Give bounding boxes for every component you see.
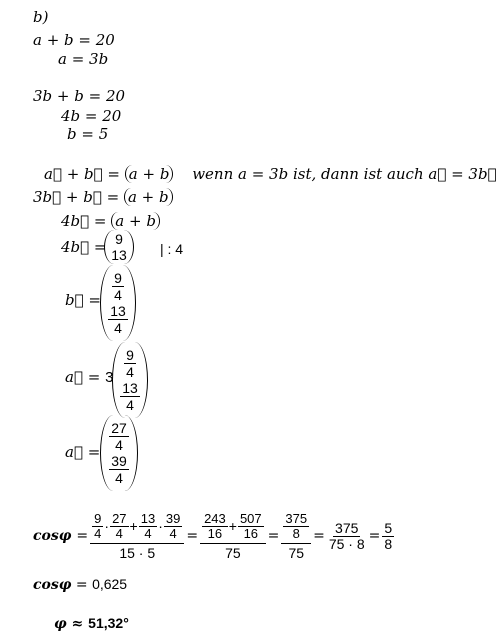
b-vector-entry-2: 13 4 [110,303,126,336]
vector-line-1-right: a + b [125,165,174,183]
a-vector-entry-2: 39 4 [111,453,127,486]
cosine-label: cosφ [33,528,72,544]
a-vector-symbol: a⃗ [65,368,83,386]
a-vector-scaled-label: a⃗ = 3 [65,368,114,386]
a-scaled-entry-1: 9 4 [126,347,134,380]
scale-factor: 3 [105,369,114,386]
a-scaled-entry-2: 13 4 [122,380,138,413]
substitution-step-2: 4b = 20 [61,107,122,125]
column-entry-2: 13 [111,247,127,263]
vector-line-2-left: 3b⃗ + b⃗ [33,188,102,206]
vector-line-2: 3b⃗ + b⃗ = a + b [33,188,173,206]
part-label: b) [33,8,49,26]
equation-ratio: a = 3b [58,50,109,68]
a-vector-scaled-column [112,342,148,418]
angle-value: 51,32° [88,615,129,631]
a-vector-label: a⃗ = [65,443,101,461]
a-vector-entry-1: 27 4 [111,420,127,453]
equation-sum: a + b = 20 [33,31,115,49]
column-entry-1: 9 [115,231,123,247]
substitution-step-3: b = 5 [67,125,109,143]
b-vector-entry-1: 9 4 [114,270,122,303]
cosine-value-line: cosφ = 0,625 [33,576,128,593]
a-vector-result-symbol: a⃗ [65,443,83,461]
vector-line-4-left: 4b⃗ = [61,238,107,256]
divide-operation: | : 4 [160,241,184,257]
cosine-fraction-1: $\frac{9}{4}$ · $\frac{27}{4}$ + $\frac{13}{4}$ · $\frac{39}{4}$ 15 · 5 [90,512,184,561]
b-vector-label: b⃗ = [65,291,101,309]
b-vector-column [100,265,136,341]
cosine-fraction-3: $\frac{\frac{375}{8}}{75}$ [281,512,311,561]
vector-line-3: 4b⃗ = a + b [61,212,160,230]
cosine-value: 0,625 [92,576,128,592]
angle-result [54,614,129,633]
vector-line-1-left: a⃗ + b⃗ [44,165,103,183]
angle-symbol: φ [54,616,67,632]
b-vector-symbol: b⃗ [65,291,84,309]
vector-line-4-label: 4b⃗ [61,238,90,256]
vector-line-1: a⃗ + b⃗ = a + b wenn a = 3b ist, dann ist auch a⃗ = 3b⃗ [44,165,497,183]
vector-line-2-right: a + b [124,188,173,206]
cosine-value-label: cosφ [33,577,72,593]
approx-symbol: ≈ [71,616,84,632]
cosine-fraction-5: $\frac{5}{8}$ [384,519,393,552]
cosine-fraction-2: $\frac{243}{16}$ + $\frac{507}{16}$ 75 [200,512,266,561]
cosine-fraction-4: $\frac{375}{75 \cdot 8}$ [328,519,365,552]
vector-line-4-column [104,230,134,264]
cosine-calculation: cosφ = $\frac{9}{4}$ · $\frac{27}{4}$ + $\frac{13}{4}$ · $\frac{39}{4}$ 15 · 5 = $\frac{243}{16}$ + $\frac{507}{16}$ 75 = $\frac{\frac{375}{8}}{75}$ = $\frac{375}{75 \cdot 8}$ = $\frac{5}{8}$ [33,510,393,561]
vector-line-3-right: a + b [111,212,160,230]
vector-line-3-left: 4b⃗ [61,212,90,230]
substitution-step-1: 3b + b = 20 [33,87,126,105]
a-vector-column [100,415,138,491]
vector-note: wenn a = 3b ist, dann ist auch a⃗ = 3b⃗ [192,165,497,183]
